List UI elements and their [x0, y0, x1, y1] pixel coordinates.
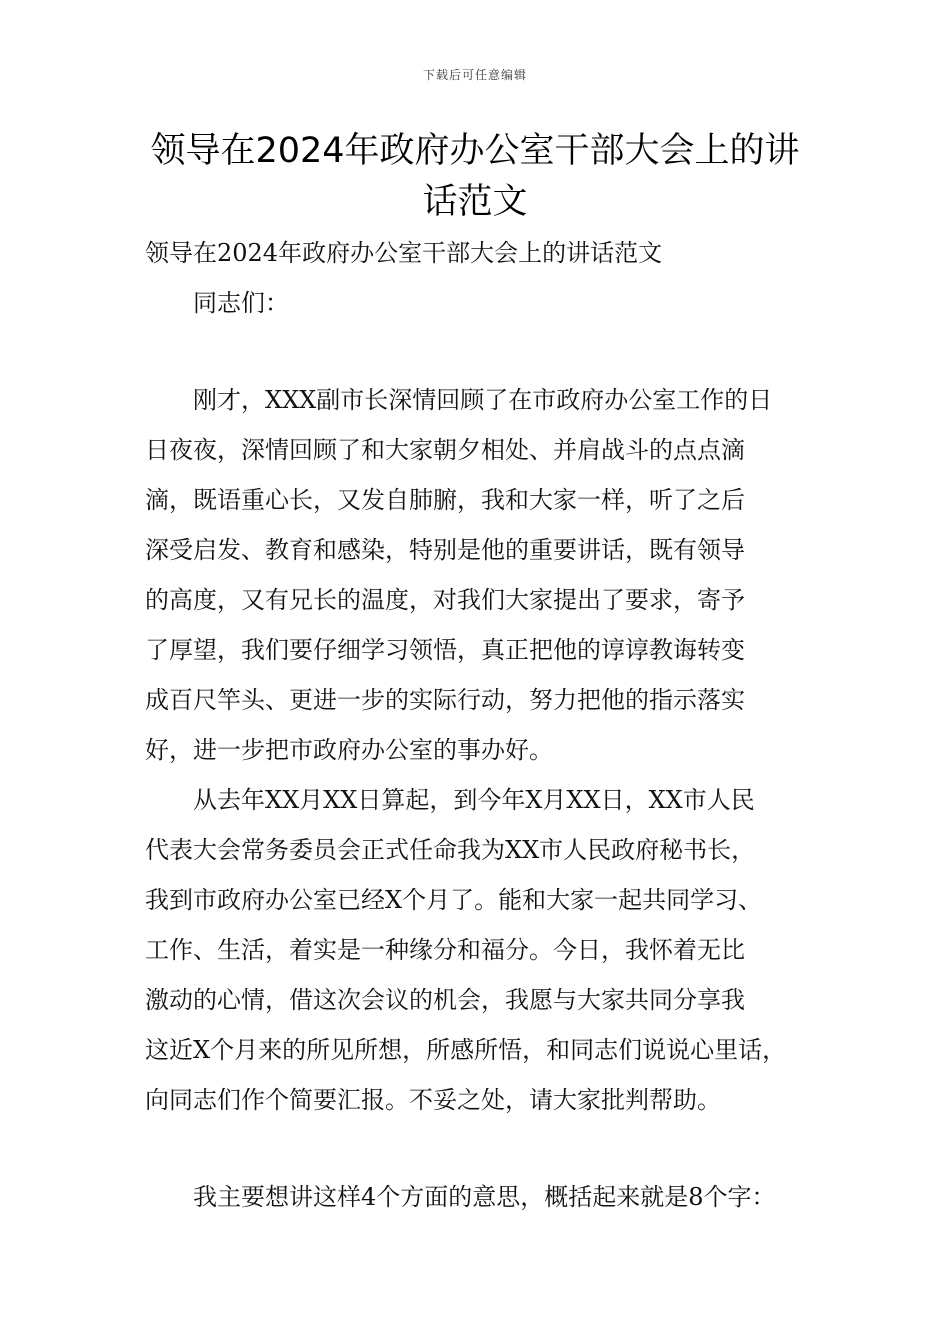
header-note: 下载后可任意编辑 — [422, 68, 527, 82]
title-line-1: 领导在2024年政府办公室干部大会上的讲 — [150, 131, 800, 171]
title-line-2: 话范文 — [422, 182, 528, 222]
paragraph-line: 的高度，又有兄长的温度，对我们大家提出了要求，寄予 — [145, 586, 745, 614]
paragraph-line: 我到市政府办公室已经X个月了。能和大家一起共同学习、 — [145, 886, 763, 914]
paragraph-1 — [145, 375, 825, 775]
paragraph-line: 刚才，XXX副市长深情回顾了在市政府办公室工作的日 — [193, 386, 773, 414]
paragraph-line: 了厚望，我们要仔细学习领悟，真正把他的谆谆教诲转变 — [145, 636, 745, 664]
greeting: 同志们： — [193, 289, 289, 317]
paragraph-3 — [145, 1172, 825, 1222]
paragraph-line: 日夜夜，深情回顾了和大家朝夕相处、并肩战斗的点点滴 — [145, 436, 745, 464]
document-subtitle: 领导在2024年政府办公室干部大会上的讲话范文 — [145, 239, 663, 267]
document-title — [145, 126, 805, 228]
paragraph-line: 向同志们作个简要汇报。不妥之处，请大家批判帮助。 — [145, 1086, 721, 1114]
paragraph-2 — [145, 775, 825, 1125]
paragraph-line: 我主要想讲这样4个方面的意思，概括起来就是8个字： — [193, 1183, 776, 1211]
paragraph-line: 工作、生活，着实是一种缘分和福分。今日，我怀着无比 — [145, 936, 745, 964]
paragraph-line: 成百尺竿头、更进一步的实际行动，努力把他的指示落实 — [145, 686, 745, 714]
paragraph-line: 从去年XX月XX日算起，到今年X月XX日，XX市人民 — [193, 786, 755, 814]
paragraph-line: 深受启发、教育和感染，特别是他的重要讲话，既有领导 — [145, 536, 745, 564]
paragraph-line: 滴，既语重心长，又发自肺腑，我和大家一样，听了之后 — [145, 486, 745, 514]
paragraph-line: 好，进一步把市政府办公室的事办好。 — [145, 736, 553, 764]
paragraph-line: 代表大会常务委员会正式任命我为XX市人民政府秘书长， — [145, 836, 756, 864]
paragraph-line: 这近X个月来的所见所想，所感所悟，和同志们说说心里话， — [145, 1036, 787, 1064]
paragraph-line: 激动的心情，借这次会议的机会，我愿与大家共同分享我 — [145, 986, 745, 1014]
